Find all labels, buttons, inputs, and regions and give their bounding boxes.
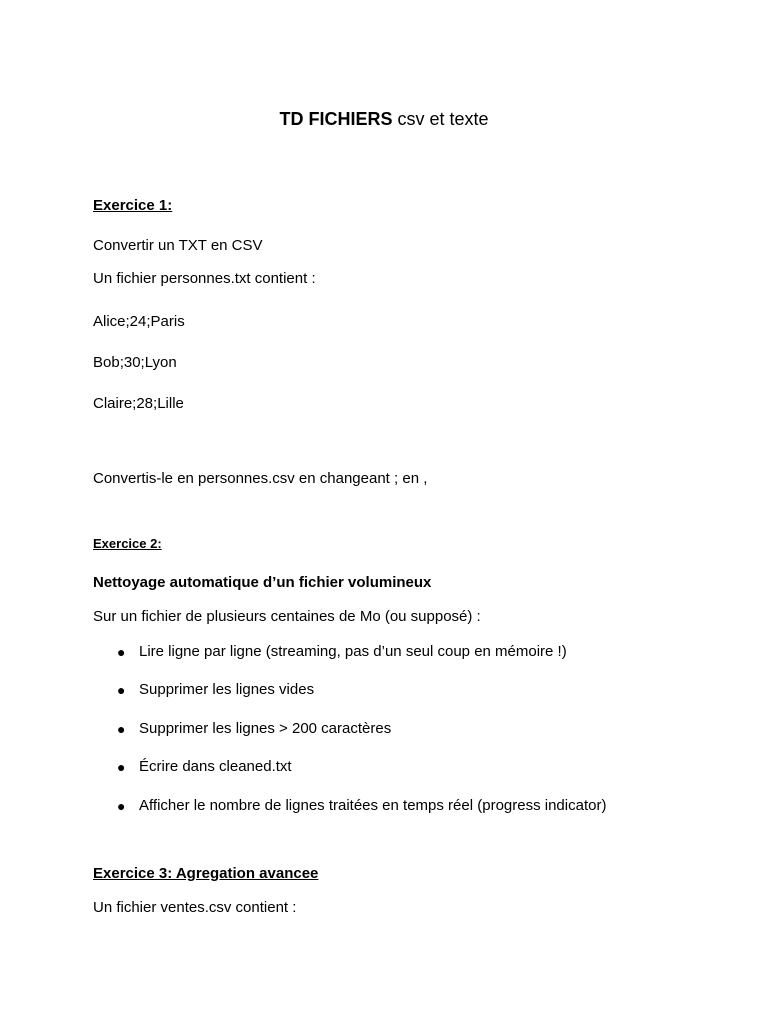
exercise3-intro: Un fichier ventes.csv contient : [93, 899, 297, 916]
exercise1-heading: Exercice 1: [93, 197, 173, 214]
bullet-icon: ● [117, 644, 126, 660]
exercise1-instruction: Convertis-le en personnes.csv en changeant ; en , [93, 470, 428, 487]
bullet-icon: ● [117, 721, 126, 737]
exercise1-line2: Un fichier personnes.txt contient : [93, 270, 316, 287]
document-title [0, 110, 768, 128]
bullet-icon: ● [117, 759, 126, 775]
exercise3-heading: Exercice 3: Agregation avancee [93, 865, 319, 882]
list-item: Écrire dans cleaned.txt [139, 758, 292, 775]
title-bold: TD FICHIERS [279, 109, 393, 129]
list-item: Lire ligne par ligne (streaming, pas d’un seul coup en mémoire !) [139, 643, 567, 660]
exercise2-heading: Exercice 2: [93, 536, 162, 551]
exercise2-subtitle: Nettoyage automatique d’un fichier volumineux [93, 574, 432, 591]
list-item: Afficher le nombre de lignes traitées en temps réel (progress indicator) [139, 797, 607, 814]
bullet-icon: ● [117, 682, 126, 698]
exercise1-record: Bob;30;Lyon [93, 354, 177, 371]
exercise2-intro: Sur un fichier de plusieurs centaines de Mo (ou supposé) : [93, 608, 481, 625]
exercise1-record: Alice;24;Paris [93, 313, 185, 330]
exercise1-line1: Convertir un TXT en CSV [93, 237, 263, 254]
title-rest: csv et texte [392, 109, 489, 129]
list-item: Supprimer les lignes vides [139, 681, 315, 698]
bullet-icon: ● [117, 798, 126, 814]
exercise1-record: Claire;28;Lille [93, 395, 184, 412]
list-item: Supprimer les lignes > 200 caractères [139, 720, 392, 737]
